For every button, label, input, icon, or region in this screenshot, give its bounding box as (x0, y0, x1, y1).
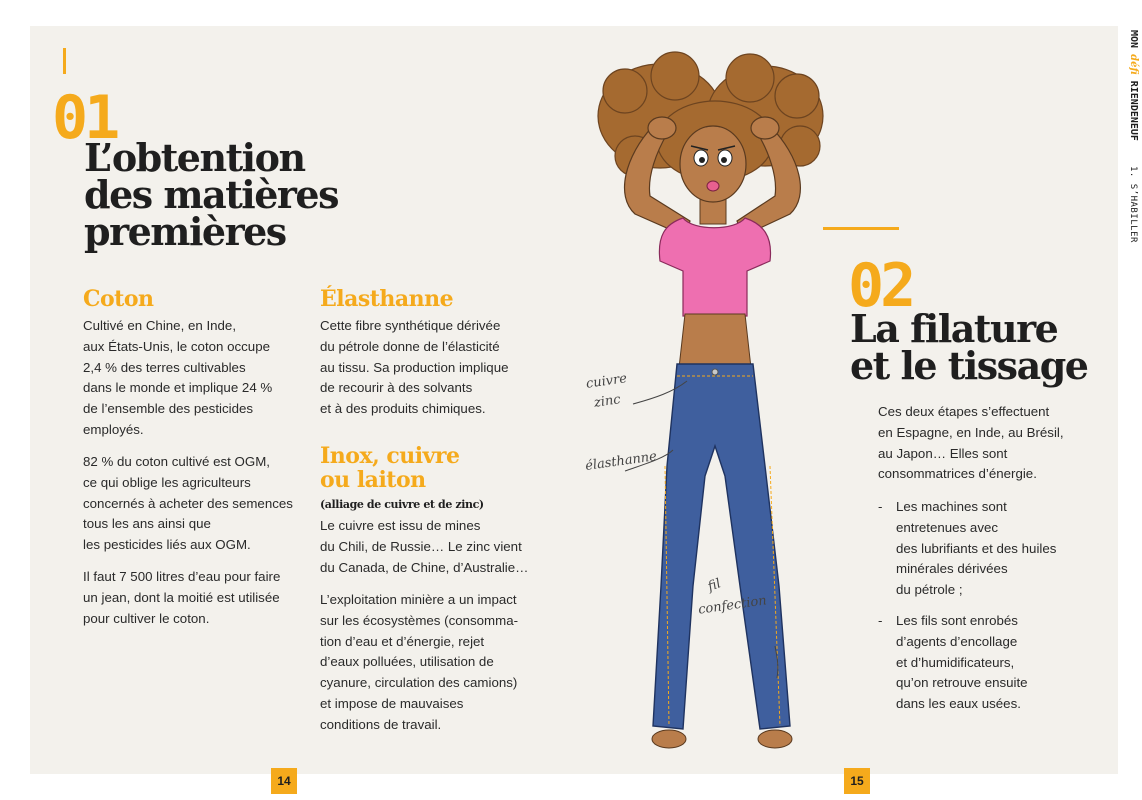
page-title: La filature et le tissage (850, 306, 1088, 388)
midriff (679, 314, 751, 368)
inox-subheading: (alliage de cuivre et de zinc) (320, 498, 484, 511)
bullet-item (878, 497, 1118, 607)
annotation-confection: confection (697, 593, 768, 618)
bullet-dash: - (878, 613, 883, 628)
section-number: 01 (52, 83, 117, 153)
jeans-button (712, 369, 718, 375)
foot-right (758, 730, 792, 748)
chapter-label: 1. S’HABILLER (1128, 166, 1138, 243)
inox-paragraph: Le cuivre est issu de mines du Chili, de Russie… Le zinc vient du Canada, de Chine, d’Australie… (320, 518, 529, 575)
coton-paragraph: Cultivé en Chine, en Inde, aux États-Unis, le coton occupe 2,4 % des terres cultivables dans le monde et implique 24 % de l’ensemble des pesticides employés. (83, 318, 273, 437)
brand-middle: défi (1128, 54, 1139, 75)
section-marker-bar (63, 48, 66, 74)
bullet-item (878, 611, 1118, 721)
annotation-elasthanne: élasthanne (584, 449, 658, 474)
intro-paragraph: Ces deux étapes s’effectuent en Espagne, en Inde, au Brésil, au Japon… Elles sont consommatrices d’énergie. (878, 404, 1064, 482)
spread (30, 26, 1118, 788)
mouth (707, 181, 719, 191)
page-number-left: 14 (271, 768, 297, 794)
brand-prefix: MON (1128, 30, 1139, 49)
page-title: L’obtention des matières premières (84, 135, 338, 254)
bullet-text: Les fils sont enrobés d’agents d’encollage et d’humidificateurs, qu’on retrouve ensuite dans les eaux usées. (896, 613, 1028, 712)
page-number-right: 15 (844, 768, 870, 794)
elasthanne-heading: Élasthanne (320, 286, 454, 312)
section-number: 02 (848, 251, 913, 321)
section-marker-bar (823, 227, 899, 230)
pink-tshirt (659, 218, 770, 316)
inox-paragraph: L’exploitation minière a un impact sur les écosystèmes (consomma- tion d’eau et d’énergie, rejet d’eaux polluées, utilisation de cyanure, circulation des camions) et impose de mauvaises conditions de travail. (320, 592, 519, 732)
brand-logo (1128, 30, 1139, 141)
running-header (1118, 26, 1142, 774)
bullet-text: Les machines sont entretenues avec des lubrifiants et des huiles minérales dérivées du pétrole ; (896, 499, 1057, 598)
elasthanne-paragraph: Cette fibre synthétique dérivée du pétrole donne de l’élasticité au tissu. Sa production implique de recourir à des solvants et à des produits chimiques. (320, 318, 509, 417)
annotation-cuivre: cuivre (585, 371, 628, 392)
annotation-zinc: zinc (593, 392, 622, 411)
inox-heading: Inox, cuivre ou laiton (320, 443, 460, 493)
coton-paragraph: 82 % du coton cultivé est OGM, ce qui oblige les agriculteurs concernés à acheter des semences tous les ans ainsi que les pesticides liés aux OGM. (83, 454, 293, 553)
foot-left (652, 730, 686, 748)
annotation-fil: fil (705, 576, 724, 595)
bullet-dash: - (878, 499, 883, 514)
coton-paragraph: Il faut 7 500 litres d’eau pour faire un jean, dont la moitié est utilisée pour cultiver le coton. (83, 569, 281, 626)
jeans (653, 364, 790, 729)
coton-heading: Coton (83, 286, 154, 312)
brand-suffix: RIENDENEUF (1128, 80, 1139, 141)
